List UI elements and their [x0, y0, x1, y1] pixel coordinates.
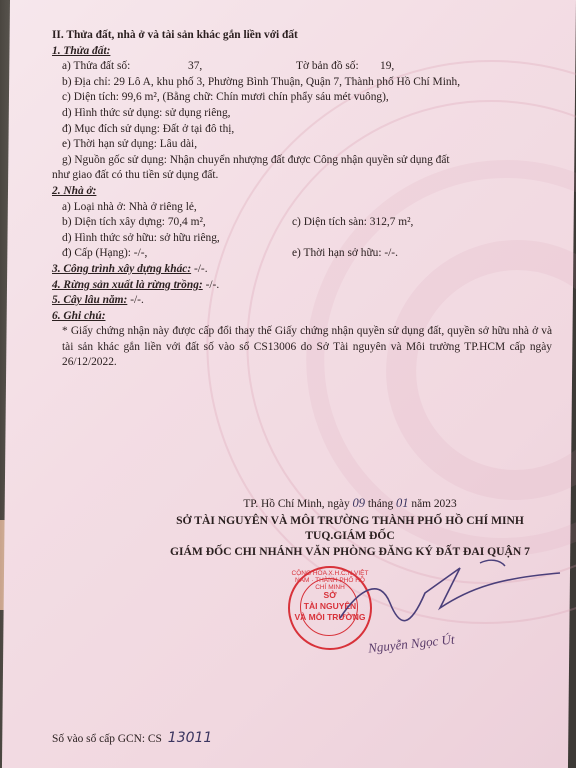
seal-ring-text: CỘNG HÒA X.H.C.N VIỆT NAM · THÀNH PHỐ HỒ CHÍ MINH	[291, 570, 369, 591]
issue-date	[150, 496, 550, 513]
map-sheet-value: 19,	[380, 60, 395, 73]
other-construction-row	[52, 262, 552, 278]
seal-line-1: SỞ	[323, 590, 337, 600]
land-parcel-value: 37,	[188, 60, 203, 73]
map-sheet-label: Tờ bản đồ số:	[296, 60, 359, 73]
seal-line-2: TÀI NGUYÊN	[303, 601, 357, 611]
signer-title: GIÁM ĐỐC CHI NHÁNH VĂN PHÒNG ĐĂNG KÝ ĐẤT ĐAI QUẬN 7	[170, 544, 530, 558]
certificate-body	[52, 28, 552, 371]
registration-value: 13011	[167, 730, 213, 746]
forest-value: -/-.	[205, 278, 220, 291]
house-grade: đ) Cấp (Hạng): -/-,	[62, 247, 148, 260]
land-use-form: d) Hình thức sử dụng: sử dụng riêng,	[62, 106, 231, 119]
other-construction-value: -/-.	[193, 262, 208, 275]
notes-heading: 6. Ghi chú:	[52, 309, 106, 322]
forest-row	[52, 278, 552, 294]
house-type: a) Loại nhà ở: Nhà ở riêng lẻ,	[62, 200, 197, 213]
issue-day: 09	[352, 496, 366, 510]
house-area-row	[52, 215, 552, 231]
land-parcel-label: a) Thửa đất số:	[62, 60, 131, 73]
notes-text: * Giấy chứng nhận này được cấp đổi thay thế Giấy chứng nhận quyền sử dụng đất, quyền sở hữu nhà ở và tài sản khác gắn liền với đất số vào sổ CS13006 do Sở Tài nguyên và Môi trường TP.HCM cấp ngày 26/12/2022.	[62, 325, 552, 369]
house-build-area: b) Diện tích xây dựng: 70,4 m²,	[62, 216, 206, 229]
house-floor-area: c) Diện tích sàn: 312,7 m²,	[292, 216, 414, 229]
house-ownership-term: e) Thời hạn sở hữu: -/-.	[292, 247, 398, 260]
land-parcel-row	[52, 59, 552, 75]
issuing-agency: SỞ TÀI NGUYÊN VÀ MÔI TRƯỜNG THÀNH PHỐ HỒ CHÍ MINH	[176, 513, 524, 527]
registration-number	[52, 730, 212, 746]
perennial-value: -/-.	[130, 294, 144, 307]
house-grade-row	[52, 246, 552, 262]
land-origin-line1: g) Nguồn gốc sử dụng: Nhận chuyển nhượng đất được Công nhận quyền sử dụng đất	[62, 153, 450, 166]
registration-label: Số vào sổ cấp GCN: CS	[52, 733, 162, 745]
seal-line-3: VÀ MÔI TRƯỜNG	[294, 612, 366, 622]
issue-year: năm 2023	[411, 498, 457, 510]
land-heading: 1. Thửa đất:	[52, 44, 111, 57]
house-ownership: d) Hình thức sở hữu: sở hữu riêng,	[62, 231, 220, 244]
issue-month: 01	[396, 496, 409, 510]
land-use-purpose: đ) Mục đích sử dụng: Đất ở tại đô thị,	[62, 122, 235, 135]
perennial-label: 5. Cây lâu năm:	[52, 294, 128, 307]
land-origin-line2: như giao đất có thu tiền sử dụng đất.	[52, 169, 219, 182]
issue-month-word: tháng	[367, 498, 394, 510]
perennial-row	[52, 293, 552, 309]
signer-authority: TUQ.GIÁM ĐỐC	[305, 529, 395, 543]
house-heading: 2. Nhà ở:	[52, 184, 97, 197]
land-area: c) Diện tích: 99,6 m², (Bằng chữ: Chín mươi chín phẩy sáu mét vuông),	[62, 91, 389, 104]
signer-name: Nguyễn Ngọc Út	[367, 631, 456, 656]
other-construction-label: 3. Công trình xây dựng khác:	[52, 262, 192, 275]
land-address: b) Địa chỉ: 29 Lô A, khu phố 3, Phường Bình Thuận, Quận 7, Thành phố Hồ Chí Minh,	[62, 75, 461, 88]
section-title: II. Thửa đất, nhà ở và tài sản khác gắn liền với đất	[52, 29, 298, 41]
forest-label: 4. Rừng sản xuất là rừng trồng:	[52, 278, 203, 291]
issue-date-prefix: TP. Hồ Chí Minh, ngày	[243, 498, 350, 510]
land-use-term: e) Thời hạn sử dụng: Lâu dài,	[62, 138, 198, 151]
